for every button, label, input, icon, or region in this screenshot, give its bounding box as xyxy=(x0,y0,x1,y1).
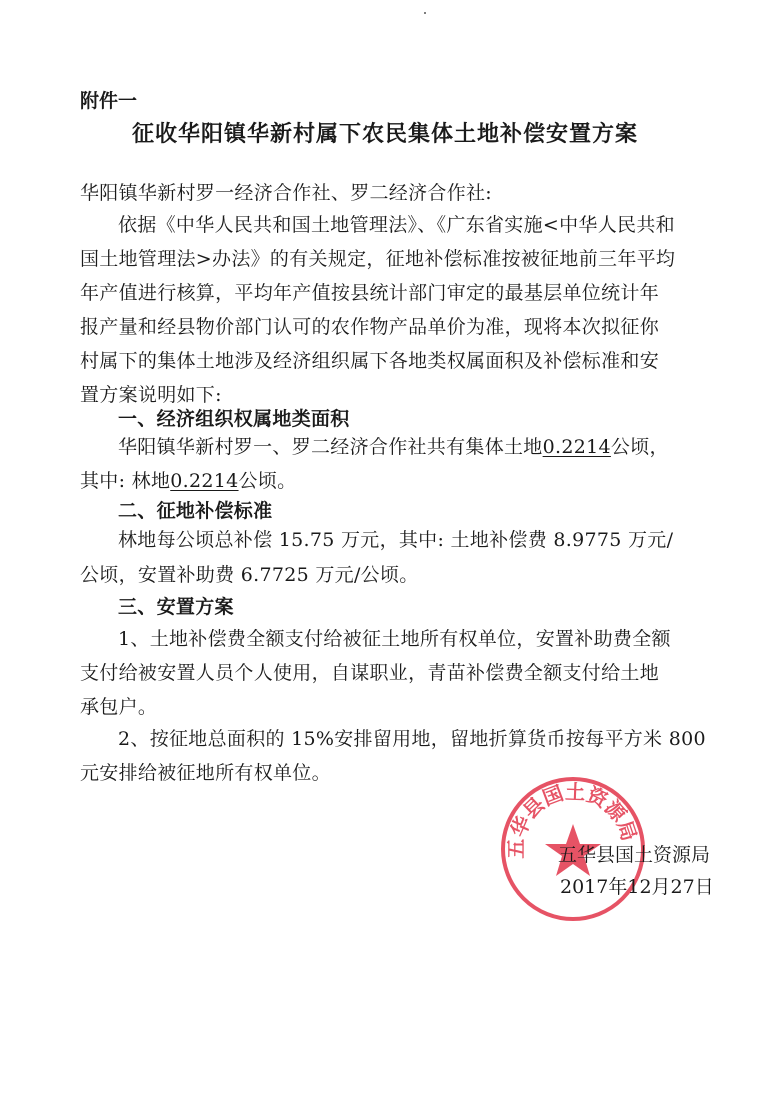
intro-line: 报产量和经县物价部门认可的农作物产品单价为准，现将本次拟征你 xyxy=(80,316,660,338)
section3-item2: 元安排给被征地所有权单位。 xyxy=(80,762,331,784)
scan-speck xyxy=(424,12,426,14)
section1-line2 xyxy=(80,466,730,493)
section2-line2: 公顷，安置补助费 6.7725 万元/公顷。 xyxy=(80,564,419,586)
addressee: 华阳镇华新村罗一经济合作社、罗二经济合作社: xyxy=(80,182,493,204)
attachment-label: 附件一 xyxy=(80,90,138,112)
section2-heading: 二、征地补偿标准 xyxy=(118,500,273,522)
area-unit: 公顷， xyxy=(610,436,669,458)
area-total-value: 0.2214 xyxy=(542,436,611,458)
forest-text: 其中: 林地 xyxy=(80,470,171,492)
seal-text: 五华县国土资源局 xyxy=(503,779,642,859)
intro-line: 依据《中华人民共和国土地管理法》、《广东省实施<中华人民共和 xyxy=(118,214,675,236)
forest-unit: 公顷。 xyxy=(238,470,297,492)
intro-line: 国土地管理法>办法》的有关规定，征地补偿标准按被征地前三年平均 xyxy=(80,248,676,270)
section3-item2: 2、按征地总面积的 15%安排留用地，留地折算货币按每平方米 800 xyxy=(118,728,706,750)
section3-item1: 承包户。 xyxy=(80,696,158,718)
section3-heading: 三、安置方案 xyxy=(118,596,234,618)
section1-line1 xyxy=(118,432,730,459)
document-title: 征收华阳镇华新村属下农民集体土地补偿安置方案 xyxy=(131,122,638,147)
intro-line: 置方案说明如下: xyxy=(80,384,222,406)
section3-item1: 支付给被安置人员个人使用，自谋职业，青苗补偿费全额支付给土地 xyxy=(80,662,660,684)
section2-line1: 林地每公顷总补偿 15.75 万元，其中: 土地补偿费 8.9775 万元/ xyxy=(118,529,674,551)
area-text: 华阳镇华新村罗一、罗二经济合作社共有集体土地 xyxy=(118,436,543,458)
forest-area-value: 0.2214 xyxy=(170,470,239,492)
signature-org: 五华县国土资源局 xyxy=(558,844,711,866)
intro-line: 村属下的集体土地涉及经济组织属下各地类权属面积及补偿标准和安 xyxy=(80,350,660,372)
section3-item1: 1、土地补偿费全额支付给被征土地所有权单位，安置补助费全额 xyxy=(118,628,671,650)
section1-heading: 一、经济组织权属地类面积 xyxy=(118,408,350,430)
intro-line: 年产值进行核算，平均年产值按县统计部门审定的最基层单位统计年 xyxy=(80,282,660,304)
signature-date: 2017年12月27日 xyxy=(560,876,714,898)
